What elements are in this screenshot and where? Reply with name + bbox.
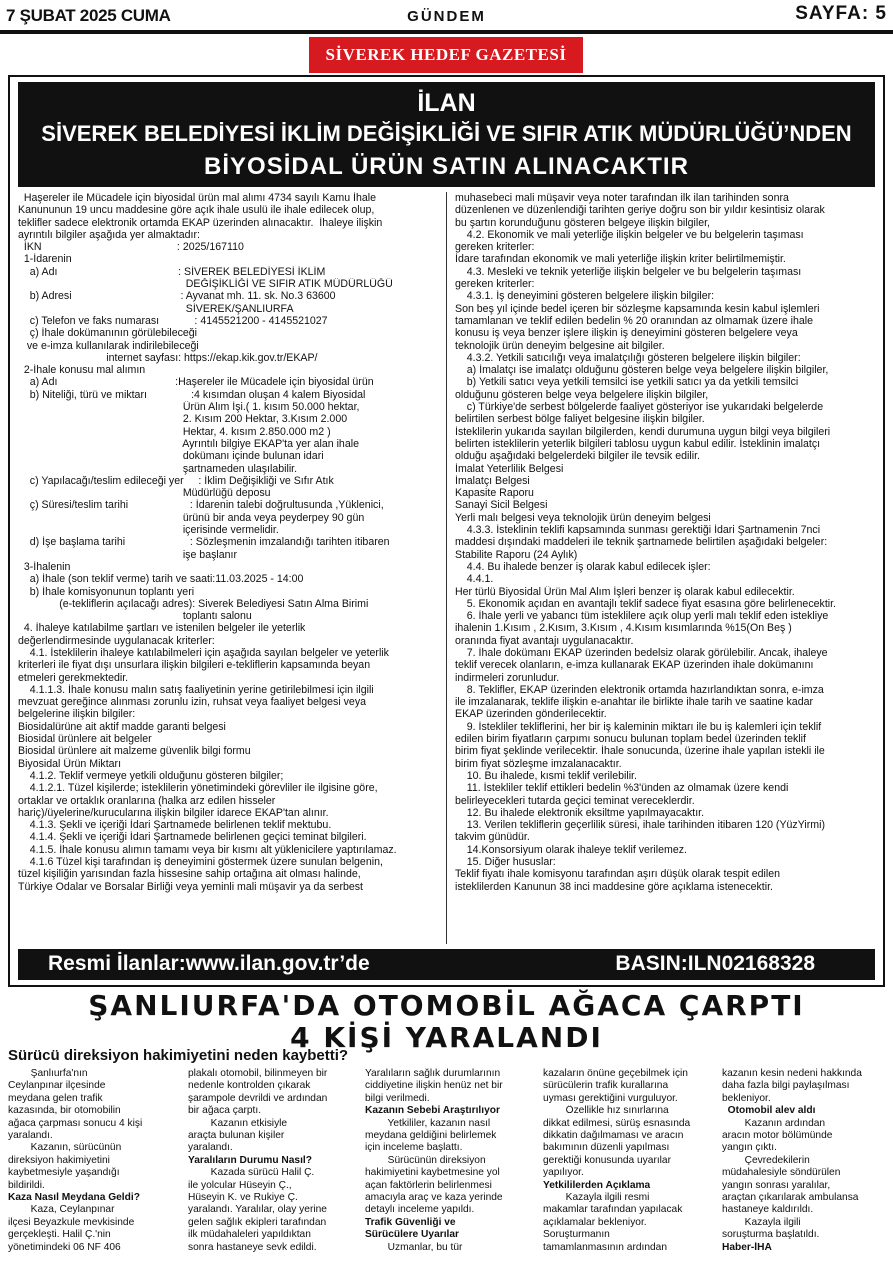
news-column-5 [722,1068,882,1254]
ilan-text-line: toplantı salonu [18,610,252,623]
page-number: SAYFA: 5 [795,3,887,24]
news-text-line: sürücülerin trafik kurallarına [543,1080,669,1092]
ilan-footer [18,949,875,980]
issue-date: 7 ŞUBAT 2025 CUMA [6,6,171,25]
ilan-text-line: 4.2. Ekonomik ve mali yeterliğe ilişkin belgeler ve bu belgelerin taşıması [455,228,804,241]
ilan-text-line: 4.4.1. [455,573,494,586]
ilan-text-line: Hektar, 4. kısım 2.850.000 m2 ) [18,425,331,438]
ilan-text-line: 4.1.4. Şekli ve içeriği İdari Şartnamede belirlenen geçici teminat bilgileri. [18,831,367,844]
ilan-text-line: olduğunu gösteren belge veya belgelere ilişkin bilgiler, [455,388,709,401]
ilan-text-line: b) Adresi : Ayvanat mh. 11. sk. No.3 63600 [18,290,336,303]
news-text-line: müdahalesiyle söndürülen [722,1167,841,1179]
news-text-line: plakalı otomobil, bilinmeyen bir [188,1068,328,1079]
ilan-text-line: olduğu aşağıdaki belgelerdeki bilgiler ile tevsik edilir. [455,450,700,463]
ilan-text-line: 7. İhale dokümanı EKAP üzerinden bedelsiz olarak görülebilir. Ancak, ihaleye [455,646,828,659]
news-column-3 [365,1068,525,1254]
news-text-line: gerektiği konusunda uyarılar [543,1154,671,1166]
news-text-line: yangın çıktı. [722,1142,777,1154]
news-text-line: dikkat edilmesi, sürüş esnasında [543,1117,691,1129]
ilan-text-line: içerisinde vermelidir. [18,524,279,537]
ilan-title-block [18,82,875,187]
news-text-line: hakimiyetini kaybetmesine yol [365,1167,500,1179]
ilan-text-line: a) Adı :Haşereler ile Mücadele için biyosidal ürün [18,376,374,389]
ilan-text-line: Türkiye Odalar ve Borsalar Birliği veya yeminli mali müşavir ya da serbest [18,880,364,893]
header-rule [0,30,893,34]
ilan-text-line: Biosidal ürünlere ait malzeme güvenlik bilgi formu [18,745,251,758]
ilan-text-line: internet sayfası: https://ekap.kik.gov.tr/EKAP/ [18,351,318,364]
news-text-line: detaylı inceleme yapıldı. [365,1204,475,1216]
column-divider [446,192,447,944]
ilan-text-line: işe başlanır [18,548,237,561]
ilan-text-line: 4.1.2.1. Tüzel kişilerde; isteklilerin yönetimindeki görevliler ile ilgisine göre, [18,782,378,795]
news-text-line: yaralandı. [188,1142,233,1154]
ilan-text-line: 4.1.2. Teklif vermeye yetkili olduğunu gösteren bilgiler; [18,769,284,782]
ilan-text-line: (e-tekliflerin açılacağı adres): Siverek Belediyesi Satın Alma Birimi [18,597,369,610]
ilan-text-line: 1-İdarenin [18,253,72,266]
ilan-text-line: tamamlanan ve teklif edilen bedelin % 20 oranından az olmamak üzere ihale [455,314,814,327]
news-text-line: ile yolcular Hüseyin Ç., [188,1179,292,1191]
ilan-text-line: 4.1.5. İhale konusu alımın tamamı veya bir kısmı alt yüklenicilere yaptırılamaz. [18,843,397,856]
ilan-text-line: 4.1.3. Şekli ve içeriği İdari Şartnamede belirlenen teklif mektubu. [18,819,332,832]
ilan-text-line: ile imzalanarak, teklife ilişkin e-anahtar ile birlikte ihale tarih ve saatine kadar [455,696,814,709]
news-text-line: nedenle kontrolden çıkarak [188,1080,311,1092]
news-text-line: Kaza, Ceylanpınar [8,1204,115,1216]
ilan-text-line: edilen birim fiyatların çarpımı sonucu bulunan toplam bedel üzerinden teklif [455,733,806,746]
ilan-text-line: d) İşe başlama tarihi : Sözleşmenin imzalandığı tarihten itibaren [18,536,390,549]
section-title: GÜNDEM [407,8,486,25]
ilan-text-line: gereken kriterler: [455,241,535,254]
ilan-text-line: belirtilen serbest bölge faliyet belgesine ilişkin bilgiler. [455,413,705,426]
news-text-line: uyması gerektiğini vurguluyor. [543,1092,678,1104]
news-text-line: ilçesi Beyazkule mevkisinde [8,1216,135,1228]
news-text-line: hastaneye kaldırıldı. [722,1204,814,1216]
news-text-line: Yaralıların sağlık durumlarının [365,1068,501,1079]
ilan-text-line: Ürün Alım İşi.( 1. kısım 50.000 hektar, [18,401,360,414]
ilan-text-line: isteklilerden Kanunun 38 inci maddesine göre açıklama istenecektir. [455,880,773,893]
ilan-text-line: konusu iş veya benzer işlere ilişkin iş deneyimini gösteren belgelere veya [455,327,798,340]
ilan-text-line: 9. İstekliler tekliflerini, her bir iş kaleminin miktarı ile bu iş kalemleri için teklif [455,720,822,733]
ilan-text-line: ürünü bir anda veya peyderpey 90 gün [18,511,365,524]
news-text-line: aracın motor bölümünde [722,1130,833,1142]
ilan-text-line: belgelerine ilişkin bilgiler: [18,708,136,721]
news-text-line: ağaca çarpması sonucu 4 kişi [8,1117,143,1129]
news-text-line: kazasında, bir otomobilin [8,1105,121,1117]
ilan-text-line: ç) İhale dokümanının görülebileceği [18,327,198,340]
ilan-text-line: belirleyecekleri tutarda geçici teminat vereceklerdir. [455,794,695,807]
news-text-line: şarampole devrildi ve ardından [188,1092,328,1104]
ilan-text-line: 4.1.1.3. İhale konusu malın satış faaliyetinin yerine getirilebilmesi için ilgili [18,683,374,696]
ilan-text-line: takvim günüdür. [455,831,530,844]
ilan-text-line: 15. Diğer hususlar: [455,856,556,869]
news-text-line: gerçekleşti. Halil Ç.'nin [8,1229,111,1241]
ilan-text-line: oranında fiyat avantajı uygulanacaktır. [455,634,634,647]
ilan-text-line: 5. Ekonomik açıdan en avantajlı teklif sadece fiyat esasına göre belirlenecektir. [455,597,836,610]
news-text-line: Şanlıurfa'nın [8,1068,88,1079]
news-headline-2: 4 KİŞİ YARALANDI [290,1021,603,1054]
ilan-text-line: 14.Konsorsiyum olarak ihaleye teklif verilemez. [455,843,687,856]
ilan-text-line: EKAP üzerinden gönderilecektir. [455,708,607,721]
news-text-line: makamlar tarafından yapılacak [543,1204,683,1216]
ilan-issuer: SİVEREK BELEDİYESİ İKLİM DEĞİŞİKLİĞİ VE SIFIR ATIK MÜDÜRLÜĞÜ’NDEN [41,121,852,146]
ilan-text-line: Yerli malı belgesi veya teknolojik ürün deneyim belgesi [455,511,711,524]
ilan-text-line: Ayrıntılı bilgiye EKAP'ta yer alan ihale [18,437,359,450]
ilan-text-line: 8. Teklifler, EKAP üzerinden elektronik ortamda hazırlandıktan sonra, e-imza [455,683,824,696]
news-text-line: Kazayla ilgili resmi [543,1192,650,1204]
news-text-line: amacıyla araç ve kaza yerinde [365,1192,503,1204]
ilan-text-line: ortaklar ve ortaklık oranlarına (halka arz edilen hisseler [18,794,276,807]
ilan-subject: BİYOSİDAL ÜRÜN SATIN ALINACAKTIR [204,153,689,180]
ilan-text-line: maddesi dışındaki maddeleri ile teknik şartnamede belirtilen aşağıdaki belgeler: [455,536,828,549]
ilan-text-line: Biyosidal Ürün Miktarı [18,757,122,770]
news-column-4 [543,1068,703,1254]
ilan-text-line: Haşereler ile Mücadele için biyosidal ürün mal alımı 4734 sayılı Kamu İhale [18,192,377,204]
ilan-text-line: b) Niteliği, türü ve miktarı :4 kısımdan oluşan 4 kalem Biyosidal [18,388,366,401]
ilan-text-line: etmeleri gerekmektedir. [18,671,129,684]
news-text-line: yaralandı. [8,1130,53,1142]
news-text-line: yaralandı. Yaralılar, olay yerine [188,1204,327,1216]
ilan-text-line: Son beş yıl içinde bedel içeren bir sözleşme kapsamında kesin kabul işlemleri [455,302,820,315]
news-column-2 [188,1068,348,1254]
ilan-text-line: indirmeleri zorunludur. [455,671,560,684]
ilan-text-line: Her türlü Biyosidal Ürün Mal Alım İşleri benzer iş olarak kabul edilecektir. [455,585,795,598]
news-text-line: Kazanın etkisiyle [188,1117,288,1129]
ilan-text-line: DEĞİŞİKLİĞİ VE SIFIR ATIK MÜDÜRLÜĞÜ [18,278,393,291]
ilan-text-line: Kapasite Raporu [455,487,534,500]
news-text-line: bildirildi. [8,1179,45,1191]
ilan-text-line: 4.1. İsteklilerin ihaleye katılabilmeleri için aşağıda sayılan belgeler ve yeterlik [18,646,389,659]
ilan-text-line: teklifler sadece elektronik ortamda EKAP üzerinden alınacaktır. İhaleye ilişkin [18,216,383,229]
ilan-text-line: ayrıntılı bilgiler aşağıda yer almaktadır: [18,228,200,241]
ilan-right-column [455,192,875,893]
ilan-title: İLAN [417,89,476,117]
news-column-1 [8,1068,168,1254]
news-text-line: direksiyon hakimiyetini [8,1154,110,1166]
news-text-line: araçtan çıkarılarak ambulansa [722,1192,859,1204]
ilan-website: Resmi İlanlar:www.ilan.gov.tr’de [48,952,370,975]
ilan-text-line: a) İmalatçı ise imalatçı olduğunu gösteren belge veya belgelere ilişkin bilgiler, [455,364,829,377]
news-text-line: yönetimindeki 06 NF 406 [8,1241,121,1253]
ilan-text-line: a) İhale (son teklif verme) tarih ve saati:11.03.2025 - 14:00 [18,573,304,586]
news-section-heading: Haber-İHA [722,1241,772,1253]
news-text-line: ilk müdahaleleri yapıldıktan [188,1229,311,1241]
ilan-text-line: 4.3. Mesleki ve teknik yeterliğe ilişkin belgeler ve bu belgelerin taşıması [455,265,802,278]
news-text-line: meydana geldiğini belirlemek [365,1130,497,1142]
news-section-heading: Yaralıların Durumu Nasıl? [188,1154,312,1166]
ilan-text-line: değerlendirmesinde uygulanacak kriterler: [18,634,215,647]
news-text-line: bakımının düzenli yapılması [543,1142,670,1154]
ilan-text-line: 4.3.3. İsteklinin teklifi kapsamında sunması gerektiği İdari Şartnamenin 7nci [455,524,821,537]
press-code: BASIN:ILN02168328 [615,952,815,975]
news-section-heading: Sürücülere Uyarılar [365,1229,459,1241]
ilan-text-line: Biosidal ürünlere ait belgeler [18,733,152,746]
news-text-line: kazaların önüne geçebilmek için [543,1068,688,1079]
news-text-line: Kazayla ilgili [722,1216,801,1228]
news-text-line: yapılıyor. [543,1167,584,1179]
news-text-line: Ceylanpınar ilçesinde [8,1080,106,1092]
news-section-heading: Kazanın Sebebi Araştırılıyor [365,1105,500,1117]
news-text-line: Özellikle hız sınırlarına [543,1105,669,1117]
ilan-text-line: 6. İhale yerli ve yabancı tüm isteklilere açık olup yerli malı teklif eden istekliye [455,610,829,623]
ilan-text-line: ihalenin 1.Kısım , 2.Kısım, 3.Kısım , 4.Kısım kısımlarında %15(On Beş ) [455,622,792,635]
ilan-text-line: İmalat Yeterlilik Belgesi [455,462,564,475]
ilan-text-line: İmalatçı Belgesi [455,474,530,487]
ilan-text-line: Biosidalürüne ait aktif madde garanti belgesi [18,720,226,733]
news-text-line: ciddiyetine ilişkin henüz net bir [365,1080,503,1092]
ilan-text-line: dokümanı içinde bulunan idari [18,450,324,463]
ilan-text-line: Teklif fiyatı ihale komisyonu tarafından aşırı düşük olarak tespit edilen [455,868,781,881]
ilan-text-line: İsteklilerin yukarıda sayılan bilgilerden, kendi durumuna uygun bilgi veya bilgileri [455,425,831,438]
news-text-line: için inceleme başlattı. [365,1142,463,1154]
news-text-line: bir ağaca çarptı. [188,1105,262,1117]
ilan-text-line: Stabilite Raporu (24 Aylık) [455,548,578,561]
ilan-text-line: a) Adı : SİVEREK BELEDİYESİ İKLİM [18,265,326,278]
ilan-text-line: b) Yetkili satıcı veya yetkili temsilci ise yetkili satıcı ya da yetkili temsilci [455,376,799,389]
ilan-text-line: 11. İstekliler teklif ettikleri bedelin %3'ünden az olmamak üzere kendi [455,782,789,795]
news-section-heading: Kaza Nasıl Meydana Geldi? [8,1192,140,1204]
news-text-line: araçta bulunan kişiler [188,1130,285,1142]
ilan-text-line: 12. Bu ihalede elektronik eksiltme yapılmayacaktır. [455,806,705,819]
ilan-text-line: c) Türkiye'de serbest bölgelerde faaliyet gösteriyor ise yukarıdaki belgelerde [455,401,824,414]
ilan-text-line: Sanayi Sicil Belgesi [455,499,548,512]
ilan-text-line: muhasebeci mali müşavir veya noter tarafından ilk ilan tarihinden sonra [455,192,789,204]
ilan-text-line: tüzel kişiliğin yarısından fazla hissesine sahip ortağına ait olması halinde, [18,868,361,881]
ilan-text-line: kriterleri ile fiyat dışı unsurlara ilişkin bilgileri e-tekliflerin kapsamında beyan [18,659,371,672]
news-text-line: bilgi verilmedi. [365,1092,430,1104]
ilan-text-line: Kanununun 19 uncu maddesine göre açık ihale usulü ile ihale edilecek olup, [18,204,375,217]
news-text-line: Kazanın ardından [722,1117,826,1129]
news-text-line: kaybetmesiyle yaşandığı [8,1167,120,1179]
ilan-text-line: 2. Kısım 200 Hektar, 3.Kısım 2.000 [18,413,348,426]
news-text-line: dikkatin dağılmaması ve aracın [543,1130,684,1142]
news-text-line: Kazada sürücü Halil Ç. [188,1167,315,1179]
news-text-line: Uzmanlar, bu tür [365,1241,463,1253]
ilan-text-line: 3-İhalenin [18,560,71,573]
ilan-text-line: 4. İhaleye katılabilme şartları ve istenilen belgeler ile yeterlik [18,622,306,635]
news-text-line: tamamlanmasının ardından [543,1241,668,1253]
ilan-text-line: Müdürlüğü deposu [18,487,271,500]
news-text-line: Çevredekilerin [722,1154,810,1166]
news-text-line: Hüseyin K. ve Rukiye Ç. [188,1192,298,1204]
ilan-text-line: İKN : 2025/167110 [18,241,244,254]
news-text-line: Yetkililer, kazanın nasıl [365,1117,491,1129]
ilan-text-line: İdare tarafından ekonomik ve mali yeterliğe ilişkin kriter belirtilmemiştir. [455,253,786,266]
news-text-line: gelen sağlık ekipleri tarafından [188,1216,327,1228]
ilan-text-line: ve e-imza kullanılarak indirilebileceği [18,339,199,352]
news-section-heading: Yetkililerden Açıklama [543,1179,651,1191]
news-text-line: daha fazla bilgi paylaşılması [722,1080,850,1092]
news-text-line: Kazanın, sürücünün [8,1142,122,1154]
news-headline: ŞANLIURFA'DA OTOMOBİL AĞACA ÇARPTI [88,989,805,1022]
ilan-text-line: 4.3.1. İş deneyimini gösteren belgelere ilişkin bilgiler: [455,290,715,303]
ilan-text-line: SİVEREK/ŞANLIURFA [18,302,294,315]
ilan-text-line: 4.3.2. Yetkili satıcılığı veya imalatçılığı gösteren belgelere ilişkin bilgiler: [455,351,801,364]
ilan-text-line: c) Yapılacağı/teslim edileceği yer : İklim Değişikliği ve Sıfır Atık [18,474,334,487]
ilan-text-line: c) Telefon ve faks numarası : 4145521200 - 4145521027 [18,314,328,327]
news-section-heading: Trafik Güvenliği ve [365,1216,456,1228]
news-text-line: Sürücünün direksiyon [365,1154,486,1166]
news-text-line: sonra hastaneye sevk edildi. [188,1241,317,1253]
news-text-line: Soruşturmanın [543,1229,610,1241]
news-section-heading: Otomobil alev aldı [722,1105,816,1117]
top-bar [0,0,893,30]
news-text-line: yangın sonrası yaralılar, [722,1179,831,1191]
news-text-line: soruşturma başlatıldı. [722,1229,820,1241]
ilan-text-line: teklif verecek olanların, e-imza kullanarak EKAP üzerinden ihale dokümanını [455,659,814,672]
ilan-left-column [18,192,438,893]
ilan-text-line: hariç)/üyelerine/kurucularına ilişkin bilgiler idarece EKAP'tan alınır. [18,806,329,819]
ilan-text-line: ç) Süresi/teslim tarihi : İdarenin talebi doğrultusunda ,Yüklenici, [18,499,384,512]
ilan-text-line: 10. Bu ihalede, kısmi teklif verilebilir. [455,769,637,782]
ilan-text-line: birim fiyat sözleşme imzalanacaktır. [455,757,622,770]
ilan-text-line: teknolojik ürün deneyim belgesine ait bilgiler. [455,339,665,352]
news-text-line: bekleniyor. [722,1092,771,1104]
news-text-line: açan faktörlerin belirlenmesi [365,1179,492,1191]
ilan-text-line: 13. Verilen tekliflerin geçerlilik süresi, ihale tarihinden itibaren 120 (YüzYirmi) [455,819,825,832]
ilan-text-line: düzenlenen ve düzenlendiği tarihten geriye doğru son bir yıldır kesintisiz olarak [455,204,825,217]
ilan-text-line: b) İhale komisyonunun toplantı yeri [18,585,195,598]
news-text-line: açıklamalar bekleniyor. [543,1216,647,1228]
ilan-text-line: şartnameden ulaşılabilir. [18,462,298,475]
ilan-text-line: mevzuat gereğince alınması zorunlu izin, ruhsat veya faaliyet belgesi veya [18,696,367,709]
news-text-line: meydana gelen trafik [8,1092,103,1104]
ilan-text-line: bu şartın korunduğunu gösteren belgeye ilişkin bilgiler, [455,216,710,229]
ilan-text-line: 4.4. Bu ihalede benzer iş olarak kabul edilecek işler: [455,560,711,573]
news-subhead: Sürücü direksiyon hakimiyetini neden kaybetti? [8,1047,349,1064]
ilan-text-line: belirten isteklilerin yeterlik bilgileri tablosu uygun kabul edilir. İsteklinin imalatçı [455,437,821,450]
ilan-text-line: 4.1.6 Tüzel kişi tarafından iş deneyimini göstermek üzere sunulan belgenin, [18,856,383,869]
ilan-text-line: gereken kriterler: [455,278,535,291]
newspaper-masthead: SİVEREK HEDEF GAZETESİ [309,37,583,73]
news-text-line: kazanın kesin nedeni hakkında [722,1068,862,1079]
ilan-text-line: birim fiyat şeklinde verilecektir. İhale sonucunda, üzerine ihale yapılan istekli ile [455,745,825,758]
ilan-text-line: 2-İhale konusu mal alımın [18,364,146,377]
